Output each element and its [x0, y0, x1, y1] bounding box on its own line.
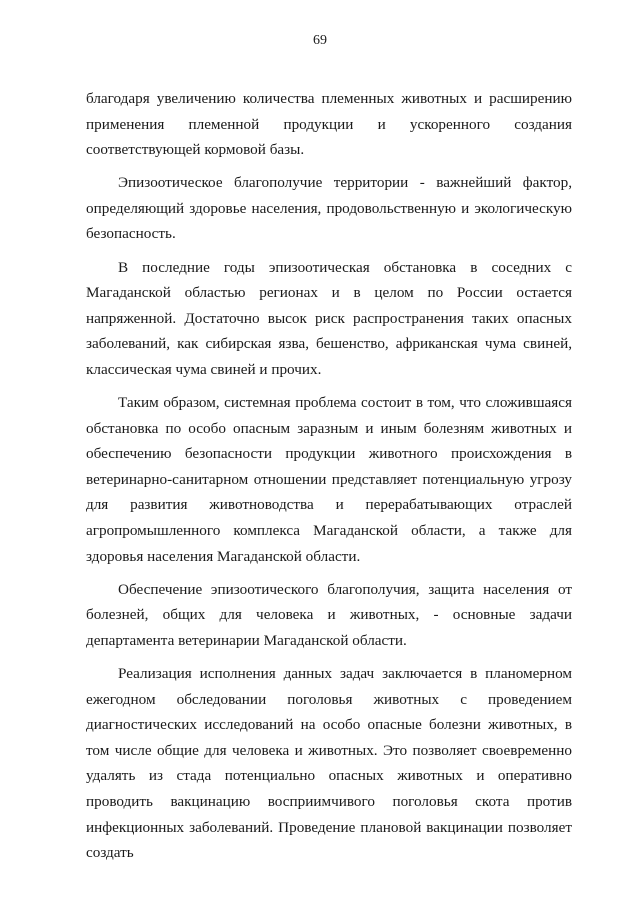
paragraph: Обеспечение эпизоотического благополучия, защита населения от болезней, общих для человека и животных, - основные задачи департамента ветеринарии Магаданской области.	[86, 580, 572, 649]
paragraph: В последние годы эпизоотическая обстановка в соседних с Магаданской областью регионах и в целом по России остается напряженной. Достаточно высок риск распространения таких опасных заболеваний, как сибирская язва, бешенство, африканская чума свиней, классическая чума свиней и прочих.	[86, 258, 572, 378]
paragraph: Таким образом, системная проблема состоит в том, что сложившаяся обстановка по особо опасным заразным и иным болезням животных и обеспечению безопасности продукции животного происхождения в ветеринарно-санитарном отношении представляет потенциальную угрозу для развития животноводства и перерабатывающих отраслей агропромышленного комплекса Магаданской области, а также для здоровья населения Магаданской области.	[86, 394, 572, 565]
paragraph: Эпизоотическое благополучие территории - важнейший фактор, определяющий здоровье населения, продовольственную и экологическую безопасность.	[86, 174, 572, 243]
paragraph: Реализация исполнения данных задач заключается в планомерном ежегодном обследовании поголовья животных с проведением диагностических исследований на особо опасные болезни животных, в том числе общие для человека и животных. Это позволяет своевременно удалять из стада потенциально опасных животных и оперативно проводить вакцинацию восприимчивого поголовья скота против инфекционных заболеваний. Проведение плановой вакцинации позволяет создать	[86, 664, 572, 862]
paragraph: благодаря увеличению количества племенных животных и расширению применения племенной продукции и ускоренного создания соответствующей кормовой базы.	[86, 90, 572, 159]
page-number: 69	[313, 33, 327, 48]
document-body	[86, 86, 572, 866]
